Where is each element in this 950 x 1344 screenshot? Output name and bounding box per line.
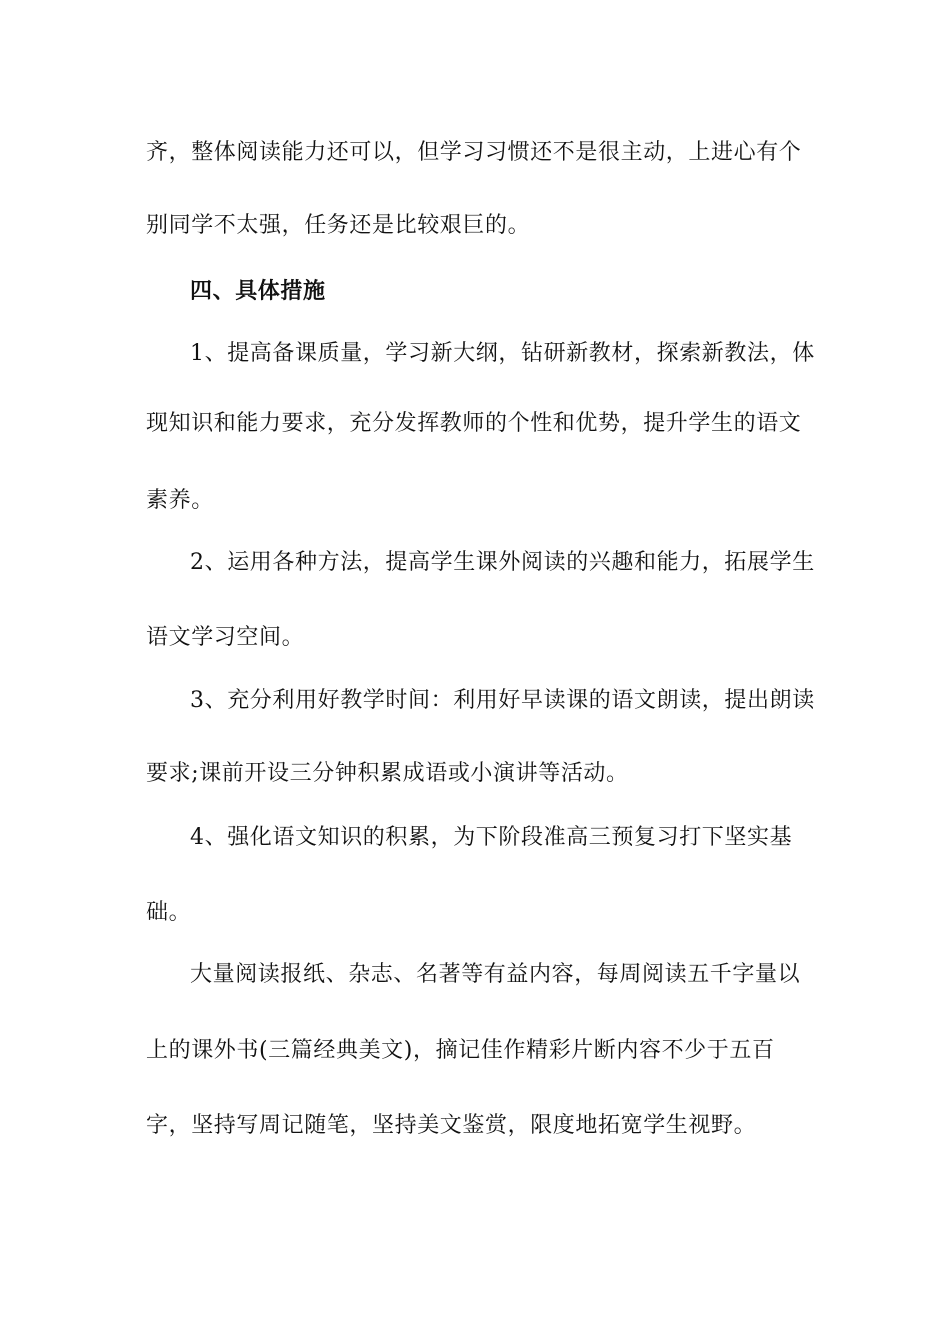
paragraph-line: 素养。 xyxy=(146,488,214,513)
paragraph-line: 3、充分利用好教学时间：利用好早读课的语文朗读，提出朗读 xyxy=(190,688,815,713)
paragraph-line: 1、提高备课质量，学习新大纲，钻研新教材，探索新教法，体 xyxy=(190,341,815,366)
paragraph-line: 字，坚持写周记随笔，坚持美文鉴赏，限度地拓宽学生视野。 xyxy=(146,1113,757,1138)
paragraph-line: 上的课外书(三篇经典美文)，摘记佳作精彩片断内容不少于五百 xyxy=(146,1038,775,1063)
paragraph-line: 现知识和能力要求，充分发挥教师的个性和优势，提升学生的语文 xyxy=(146,411,802,436)
paragraph-line: 别同学不太强，任务还是比较艰巨的。 xyxy=(146,213,531,238)
section-heading: 四、具体措施 xyxy=(190,278,326,304)
paragraph-line: 2、运用各种方法，提高学生课外阅读的兴趣和能力，拓展学生 xyxy=(190,550,815,575)
paragraph-line: 础。 xyxy=(146,900,192,925)
paragraph-line: 要求;课前开设三分钟积累成语或小演讲等活动。 xyxy=(146,761,629,786)
paragraph-line: 大量阅读报纸、杂志、名著等有益内容，每周阅读五千字量以 xyxy=(190,962,801,987)
paragraph-line: 齐，整体阅读能力还可以，但学习习惯还不是很主动，上进心有个 xyxy=(146,140,802,165)
paragraph-line: 语文学习空间。 xyxy=(146,625,305,650)
paragraph-line: 4、强化语文知识的积累，为下阶段准高三预复习打下坚实基 xyxy=(190,825,793,850)
